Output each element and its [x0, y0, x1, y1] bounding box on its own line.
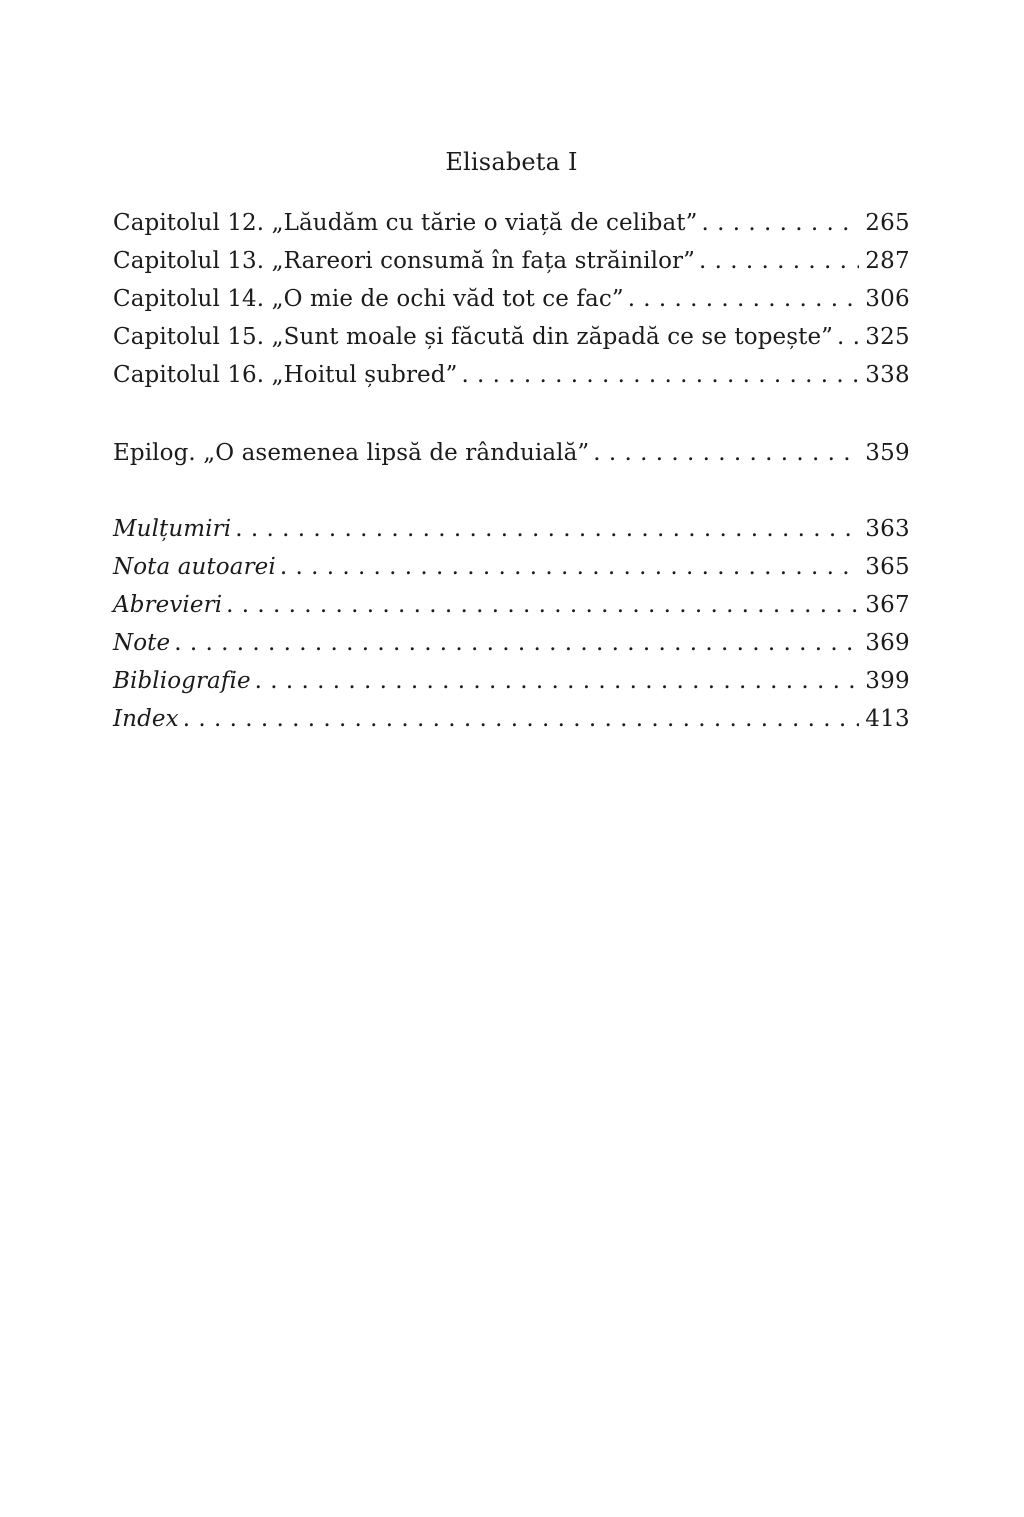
toc-entry-abbreviations	[113, 586, 910, 624]
dot-leader	[235, 510, 859, 548]
toc-entry-page-number: 325	[865, 324, 910, 350]
toc-entry-index	[113, 700, 910, 738]
dot-leader	[280, 548, 859, 586]
dot-leader	[226, 586, 859, 624]
toc-entry-title: Nota autoarei	[113, 554, 276, 580]
toc-entry-page-number: 369	[865, 630, 910, 656]
dot-leader	[628, 280, 860, 318]
dot-leader	[461, 356, 859, 394]
dot-leader	[837, 318, 859, 356]
toc-entry-bibliography	[113, 662, 910, 700]
toc-entry-title: Capitolul 13. „Rareori consumă în fața străinilor”	[113, 248, 695, 274]
toc-entry-title: Note	[113, 630, 171, 656]
toc-entry-chapter-15	[113, 318, 910, 356]
toc-entry-title: Bibliografie	[113, 668, 251, 694]
chapter-list	[113, 204, 910, 394]
toc-entry-page-number: 287	[865, 248, 910, 274]
toc-entry-title: Capitolul 16. „Hoitul șubred”	[113, 362, 458, 388]
dot-leader	[255, 662, 860, 700]
dot-leader	[174, 624, 859, 662]
toc-entry-title: Index	[113, 706, 179, 732]
toc-entry-page-number: 265	[865, 210, 910, 236]
toc-entry-page-number: 306	[865, 286, 910, 312]
toc-entry-title: Mulțumiri	[113, 516, 232, 542]
section-heading: Elisabeta I	[445, 148, 578, 176]
dot-leader	[593, 434, 859, 472]
toc-entry-author-note	[113, 548, 910, 586]
epilog-section	[113, 434, 910, 472]
toc-entry-title: Capitolul 14. „O mie de ochi văd tot ce fac”	[113, 286, 624, 312]
toc-entry-chapter-13	[113, 242, 910, 280]
toc-entry-title: Capitolul 15. „Sunt moale și făcută din zăpadă ce se topește”	[113, 324, 834, 350]
toc-entry-acknowledgements	[113, 510, 910, 548]
toc-entry-title: Capitolul 12. „Lăudăm cu tărie o viață de celibat”	[113, 210, 698, 236]
toc-entry-chapter-16	[113, 356, 910, 394]
toc-entry-page-number: 367	[865, 592, 910, 618]
back-matter-list	[113, 510, 910, 738]
toc-entry-page-number: 363	[865, 516, 910, 542]
toc-entry-page-number: 359	[865, 440, 910, 466]
dot-leader	[701, 204, 859, 242]
toc-entry-title: Abrevieri	[113, 592, 223, 618]
toc-entry-page-number: 365	[865, 554, 910, 580]
toc-entry-epilog	[113, 434, 910, 472]
toc-entry-chapter-14	[113, 280, 910, 318]
dot-leader	[183, 700, 859, 738]
toc-entry-chapter-12	[113, 204, 910, 242]
toc-entry-notes	[113, 624, 910, 662]
toc-entry-page-number: 399	[865, 668, 910, 694]
toc-entry-page-number: 413	[865, 706, 910, 732]
toc-entry-page-number: 338	[865, 362, 910, 388]
dot-leader	[699, 242, 859, 280]
toc-entry-title: Epilog. „O asemenea lipsă de rânduială”	[113, 440, 590, 466]
